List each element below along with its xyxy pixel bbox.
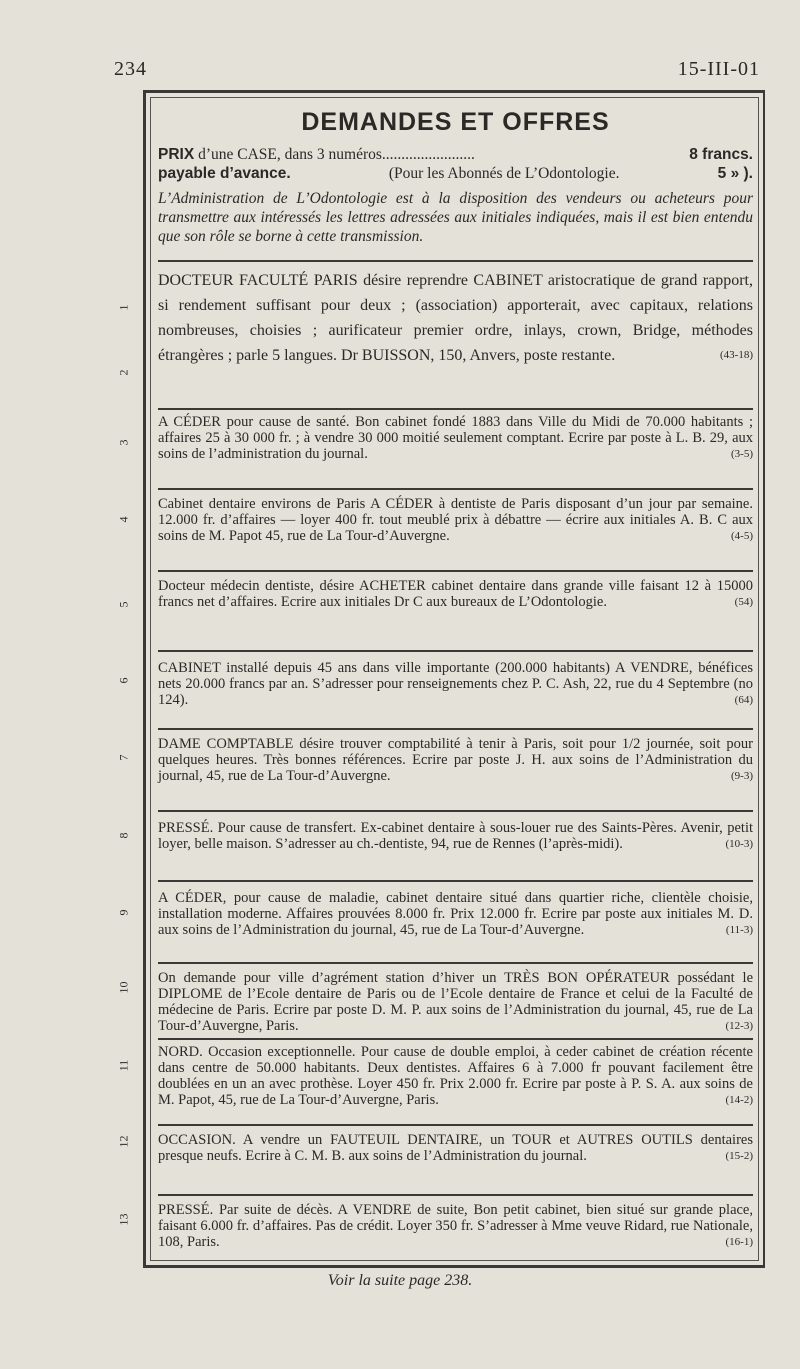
content — [158, 108, 753, 246]
section-title: DEMANDES ET OFFRES — [301, 108, 610, 136]
ad-divider — [158, 810, 753, 812]
ad-text: Cabinet dentaire environs de Paris A CÉDER à dentiste de Paris disposant d’un jour par semaine. 12.000 fr. d’affaires — loyer 400 fr. tout meublé prix à débattre — écrire aux initiales A. B. C aux soins de M. Papot 45, rue de La Tour-d’Auvergne. — [158, 496, 753, 544]
ad-ref: (14-2) — [725, 1094, 753, 1106]
price-payable: payable d’avance. — [158, 165, 291, 182]
ad-8 — [158, 890, 753, 938]
ad-ref: (43-18) — [720, 349, 753, 361]
ad-5 — [158, 660, 753, 708]
ad-4 — [158, 578, 753, 610]
ad-ref: (12-3) — [725, 1020, 753, 1032]
ad-divider — [158, 260, 753, 262]
ad-divider — [158, 570, 753, 572]
price-line-2 — [158, 164, 753, 183]
ad-text: PRESSÉ. Par suite de décès. A VENDRE de suite, Bon petit cabinet, bien situé sur grande place, faisant 6.000 fr. d’affaires. Pas de crédit. Loyer 350 fr. S’adresser à Mme veuve Ridard, rue Nationale, 108, Paris. — [158, 1202, 753, 1250]
ad-ref: (9-3) — [731, 770, 753, 782]
margin-number: 9 — [116, 909, 131, 916]
margin-number: 11 — [116, 1059, 131, 1072]
ad-11 — [158, 1132, 753, 1164]
ad-9 — [158, 970, 753, 1034]
ad-text: Docteur médecin dentiste, désire ACHETER cabinet dentaire dans grande ville faisant 12 à 15000 francs net d’affaires. Ecrire aux initiales Dr C aux bureaux de L’Odontologie. — [158, 578, 753, 610]
ad-divider — [158, 1194, 753, 1196]
ad-ref: (3-5) — [731, 448, 753, 460]
ad-2 — [158, 414, 753, 462]
ad-1 — [158, 268, 753, 368]
issue-date: 15-III-01 — [677, 58, 760, 80]
ad-text: DAME COMPTABLE désire trouver comptabilité à tenir à Paris, soit pour 1/2 journée, soit pour quelques heures. Très bonnes références. Ecrire par poste J. H. aux soins de l’Administration du journal, 45, rue de La Tour-d’Auvergne. — [158, 736, 753, 784]
price-value: 8 francs. — [689, 146, 753, 163]
margin-number: 12 — [116, 1135, 131, 1148]
ad-divider — [158, 962, 753, 964]
margin-number: 10 — [116, 981, 131, 994]
ad-text: PRESSÉ. Pour cause de transfert. Ex-cabinet dentaire à sous-louer rue des Saints-Pères. Avenir, petit loyer, belle maison. S’adresser au ch.-dentiste, 94, rue de Rennes (l’après-midi). — [158, 820, 753, 852]
price-lead: PRIX — [158, 146, 195, 163]
ad-12 — [158, 1202, 753, 1250]
margin-number: 8 — [116, 832, 131, 839]
ad-ref: (54) — [734, 596, 753, 608]
ad-divider — [158, 880, 753, 882]
ad-ref: (64) — [734, 694, 753, 706]
ad-text: On demande pour ville d’agrément station d’hiver un TRÈS BON OPÉRATEUR possédant le DIPLOME de l’Ecole dentaire de Paris ou de l’Ecole dentaire de France et celui de la Faculté de médecine de Paris. Ecrire par poste D. M. P. aux soins de l’Administration du journal, 45, rue de La Tour-d’Auvergne, Paris. — [158, 970, 753, 1034]
margin-number: 3 — [116, 439, 131, 446]
ad-text: OCCASION. A vendre un FAUTEUIL DENTAIRE, un TOUR et AUTRES OUTILS dentaires presque neufs. Ecrire à C. M. B. aux soins de l’Administration du journal. — [158, 1132, 753, 1164]
ad-divider — [158, 1124, 753, 1126]
continued-note: Voir la suite page 238. — [327, 1272, 473, 1289]
ad-text: DOCTEUR FACULTÉ PARIS désire reprendre CABINET aristocratique de grand rapport, si rendement suffisant pour deux ; (association) apporterait, avec capitaux, relations nombreuses, choisies ; aurificateur premier ordre, inlays, crown, Bridge, méthodes étrangères ; parle 5 langues. Dr BUISSON, 150, Anvers, poste restante. — [158, 272, 753, 364]
price-note: (Pour les Abonnés de L’Odontologie. — [388, 165, 620, 182]
ad-divider — [158, 488, 753, 490]
page-number: 234 — [114, 58, 147, 80]
ad-text: NORD. Occasion exceptionnelle. Pour cause de double emploi, à ceder cabinet de création récente dans centre de 50.000 habitants. Deux dentistes. Affaires 6 à 7.000 fr pouvant facilement être doublées en un an avec prothèse. Loyer 450 fr. Prix 2.000 fr. Ecrire par poste à P. S. A. aux soins de M. Papot, 45, rue de La Tour-d’Auvergne, Paris. — [158, 1044, 753, 1108]
ad-6 — [158, 736, 753, 784]
ad-ref: (16-1) — [725, 1236, 753, 1248]
ad-text: A CÉDER pour cause de santé. Bon cabinet fondé 1883 dans Ville du Midi de 70.000 habitants ; affaires 25 à 30 000 fr. ; à vendre 30 000 moitié seulement comptant. Ecrire par poste à L. B. 29, aux soins de l’administration du journal. — [158, 414, 753, 462]
price-line — [158, 145, 753, 164]
ad-ref: (10-3) — [725, 838, 753, 850]
ad-divider — [158, 1038, 753, 1040]
margin-number: 2 — [116, 369, 131, 376]
ad-ref: (15-2) — [725, 1150, 753, 1162]
ad-ref: (4-5) — [731, 530, 753, 542]
margin-number: 1 — [116, 304, 131, 311]
ad-text: CABINET installé depuis 45 ans dans ville importante (200.000 habitants) A VENDRE, bénéfices nets 20.000 francs par an. S’adresser pour renseignements chez P. C. Ash, 22, rue du 4 Septembre (no 124). — [158, 660, 753, 708]
price-value-2: 5 » ). — [717, 165, 753, 182]
ad-text: A CÉDER, pour cause de maladie, cabinet dentaire situé dans quartier riche, clientèle choisie, installation moderne. Affaires prouvées 8.000 fr. Prix 12.000 fr. Ecrire par poste aux initiales M. D. aux soins de l’Administration du journal, 45, rue de La Tour-d’Auvergne. — [158, 890, 753, 938]
ad-10 — [158, 1044, 753, 1108]
ad-divider — [158, 728, 753, 730]
ad-7 — [158, 820, 753, 852]
margin-number: 5 — [116, 601, 131, 608]
ad-ref: (11-3) — [725, 924, 753, 936]
ad-3 — [158, 496, 753, 544]
price-text: d’une CASE, dans 3 numéros........................ — [198, 146, 475, 163]
margin-number: 4 — [116, 516, 131, 523]
ad-divider — [158, 650, 753, 652]
intro-note: L’Administration de L’Odontologie est à la disposition des vendeurs ou acheteurs pour transmettre aux intéressés les lettres adressées aux initiales indiquées, mais il est bien entendu que son rôle se borne à cette transmission. — [158, 190, 753, 245]
ad-divider — [158, 408, 753, 410]
margin-number: 6 — [116, 677, 131, 684]
margin-number: 7 — [116, 754, 131, 761]
margin-number: 13 — [116, 1213, 131, 1226]
